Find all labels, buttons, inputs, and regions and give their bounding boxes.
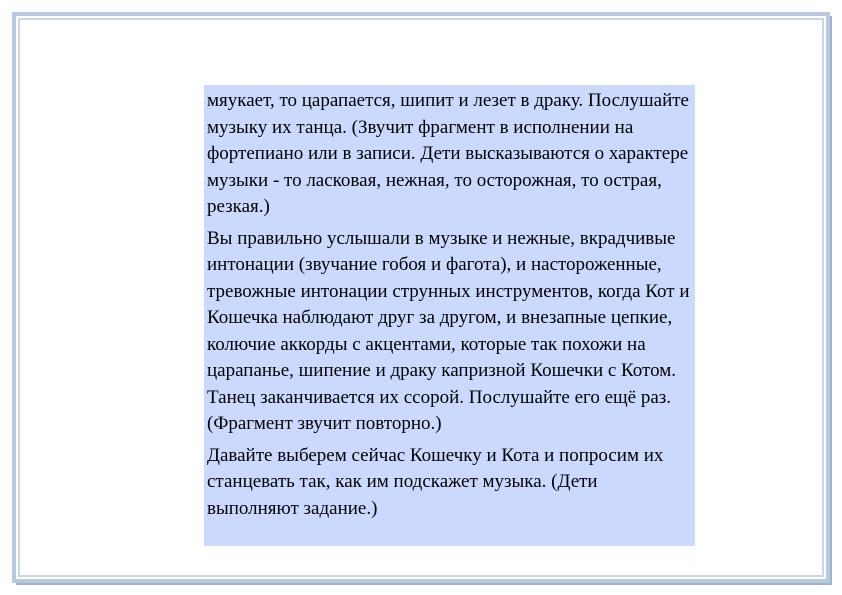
- paragraph-3: Давайте выберем сейчас Кошечку и Кота и попросим их станцевать так, как им подскажет музыка. (Дети выполняют задание.): [207, 444, 664, 519]
- text-box: [204, 85, 695, 546]
- slide-frame-shadow-right: [830, 16, 832, 585]
- slide-frame-shadow-bottom: [16, 583, 832, 585]
- paragraph-2: Вы правильно услышали в музыке и нежные, вкрадчивые интонации (звучание гобоя и фагота), и настороженные, тревожные интонации струнных инструментов, когда Кот и Кошечка наблюдают друг за другом, и внезапные цепкие, колючие аккорды с акцентами, которые так похожи на царапанье, шипение и драку капризной Кошечки с Котом. Танец заканчивается их ссорой. Послушайте его ещё раз. (Фрагмент звучит повторно.): [207, 227, 690, 434]
- paragraph-1: мяукает, то царапается, шипит и лезет в драку. Послушайте музыку их танца. (Звучит фрагмент в исполнении на фортепиано или в записи. Дети высказываются о характере музыки - то ласковая, нежная, то осторожная, то острая, резкая.): [207, 90, 689, 217]
